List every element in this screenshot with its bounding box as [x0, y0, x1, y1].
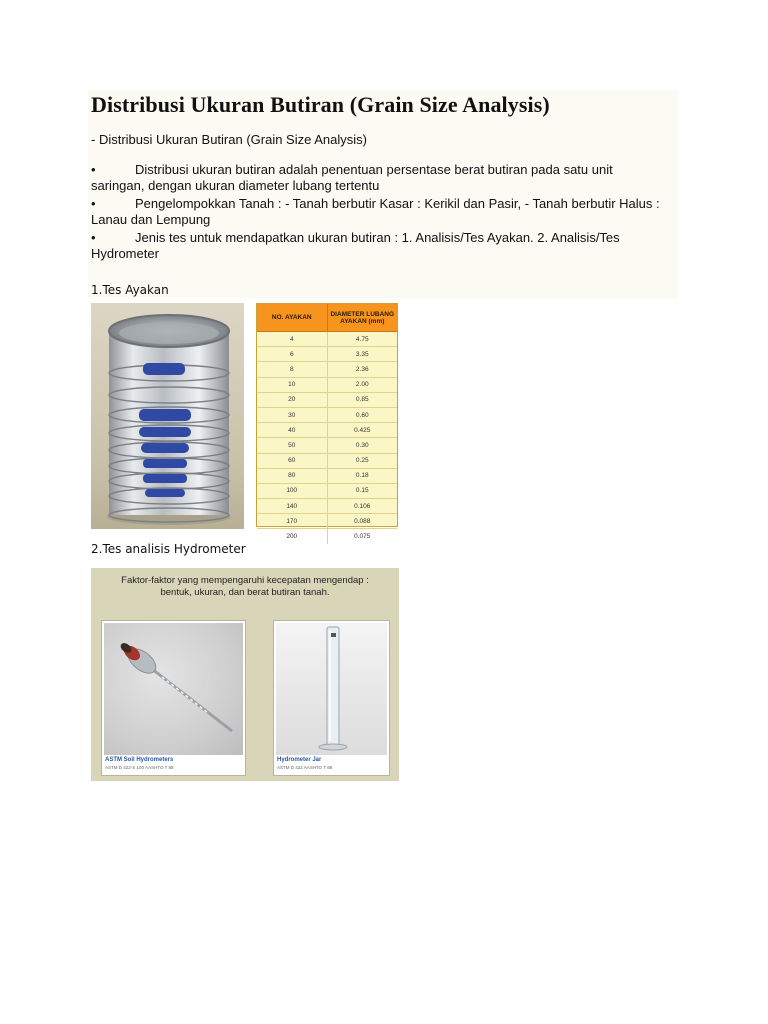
sieve-number-cell: 60 — [288, 457, 296, 465]
sieve-number-cell: 8 — [289, 365, 294, 373]
sieve-number-cell: 6 — [289, 350, 294, 358]
table-row — [257, 408, 397, 423]
list-item — [91, 162, 666, 194]
sieve-number-cell: 4 — [289, 335, 294, 343]
bullet-icon: • — [91, 196, 96, 211]
diameter-cell: 0.25 — [327, 454, 398, 468]
caption-line: bentuk, ukuran, dan berat butiran tanah. — [160, 587, 330, 598]
sieve-number-cell: 200 — [286, 533, 298, 541]
diameter-cell: 0.18 — [327, 469, 398, 483]
table-row — [257, 469, 397, 484]
diameter-cell: 0.85 — [327, 393, 398, 407]
diameter-cell: 2.36 — [327, 362, 398, 376]
table-row — [257, 529, 397, 543]
hydrometer-jar-photo — [276, 623, 387, 755]
list-item — [91, 230, 666, 262]
caption-line: Faktor-faktor yang mempengaruhi kecepatan mengendap : — [121, 575, 369, 586]
soil-hydrometer-label: ASTM Soil Hydrometers — [105, 757, 174, 763]
table-row — [257, 362, 397, 377]
subtitle: - Distribusi Ukuran Butiran (Grain Size Analysis) — [91, 132, 367, 147]
bullet-text: Pengelompokkan Tanah : - Tanah berbutir Kasar : Kerikil dan Pasir, - Tanah berbutir Halus : Lanau dan Lempung — [91, 196, 660, 227]
sieve-number-cell: 80 — [288, 472, 296, 480]
figure-caption — [91, 575, 399, 599]
sieve-number-cell: 10 — [288, 381, 296, 389]
diameter-cell: 0.075 — [327, 529, 398, 543]
diameter-cell: 3.35 — [327, 347, 398, 361]
sieve-stack-photo — [91, 303, 244, 529]
diameter-cell: 4.75 — [327, 332, 398, 346]
table-row — [257, 438, 397, 453]
diameter-cell: 0.30 — [327, 438, 398, 452]
sieve-number-cell: 170 — [286, 517, 298, 525]
diameter-cell: 2.00 — [327, 378, 398, 392]
bullet-list — [91, 162, 666, 264]
table-row — [257, 347, 397, 362]
section-heading-sieve: 1.Tes Ayakan — [91, 283, 169, 297]
diameter-cell: 0.60 — [327, 408, 398, 422]
table-row — [257, 484, 397, 499]
soil-hydrometer-panel — [101, 620, 246, 776]
table-row — [257, 514, 397, 529]
bullet-text: Distribusi ukuran butiran adalah penentuan persentase berat butiran pada satu unit saringan, dengan ukuran diameter lubang tertentu — [91, 162, 613, 193]
table-row — [257, 332, 397, 347]
table-row — [257, 454, 397, 469]
sieve-number-cell: 40 — [288, 426, 296, 434]
bullet-icon: • — [91, 230, 96, 245]
table-header — [257, 304, 397, 332]
sieve-number-cell: 30 — [288, 411, 296, 419]
sieve-number-cell: 100 — [286, 487, 298, 495]
page-title: Distribusi Ukuran Butiran (Grain Size Analysis) — [91, 92, 550, 117]
hydrometer-jar-panel — [273, 620, 390, 776]
table-row — [257, 393, 397, 408]
sieve-number-cell: 20 — [288, 396, 296, 404]
table-row — [257, 378, 397, 393]
sieve-number-cell: 140 — [286, 502, 298, 510]
list-item — [91, 196, 666, 228]
section-heading-hydrometer: 2.Tes analisis Hydrometer — [91, 542, 246, 556]
hydrometer-figure — [91, 568, 399, 781]
glass-cylinder-icon — [276, 623, 389, 755]
bullet-text: Jenis tes untuk mendapatkan ukuran butiran : 1. Analisis/Tes Ayakan. 2. Analisis/Tes Hydrometer — [91, 230, 620, 261]
hydrometer-jar-standard: ASTM D 422 AASHTO T 88 — [277, 765, 333, 770]
diameter-cell: 0.088 — [327, 514, 398, 528]
column-header-diameter: DIAMETER LUBANG AYAKAN (mm) — [327, 304, 398, 331]
sieve-number-cell: 50 — [288, 441, 296, 449]
soil-hydrometer-photo — [104, 623, 243, 755]
table-row — [257, 423, 397, 438]
bullet-icon: • — [91, 162, 96, 177]
sieve-size-table — [256, 303, 398, 541]
hydrometer-icon — [104, 623, 245, 755]
diameter-cell: 0.106 — [327, 499, 398, 513]
diameter-cell: 0.425 — [327, 423, 398, 437]
diameter-cell: 0.15 — [327, 484, 398, 498]
column-header-sieve-number: NO. AYAKAN — [271, 314, 312, 321]
hydrometer-jar-label: Hydrometer Jar — [277, 757, 322, 763]
soil-hydrometer-standard: ASTM D 422-S 100 AASHTO T 88 — [105, 765, 174, 770]
sieve-stack-illustration — [91, 303, 244, 529]
table-row — [257, 499, 397, 514]
